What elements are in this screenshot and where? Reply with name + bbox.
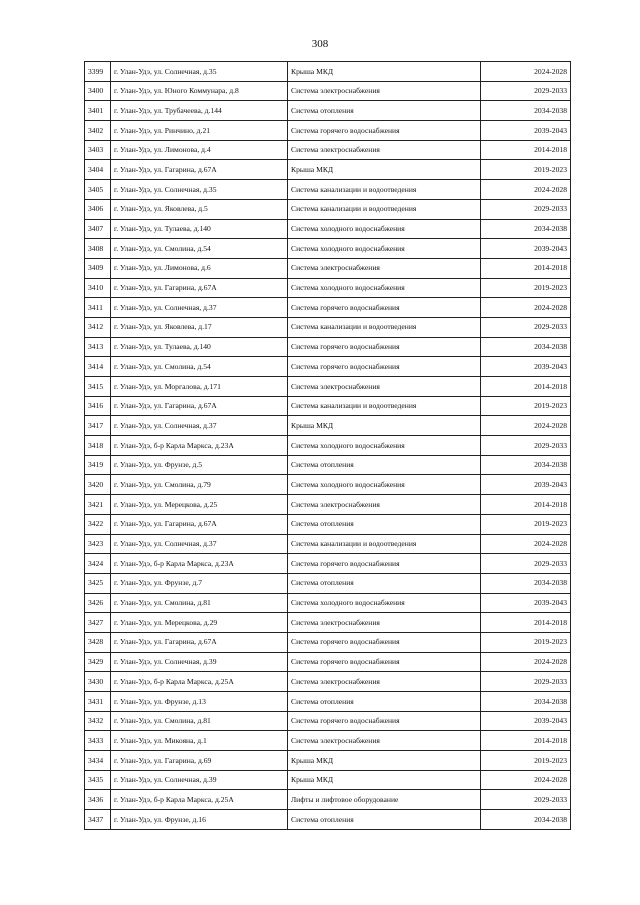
address-cell: г. Улан-Удэ, ул. Солнечная, д.39 [111, 652, 288, 672]
row-number-cell: 3416 [85, 396, 111, 416]
table-row [85, 101, 571, 121]
row-number-cell: 3404 [85, 160, 111, 180]
period-cell: 2014-2018 [481, 731, 571, 751]
work-type-cell: Система отопления [288, 101, 481, 121]
period-cell: 2034-2038 [481, 573, 571, 593]
page-number: 308 [311, 38, 329, 50]
period-cell: 2024-2028 [481, 298, 571, 318]
period-cell: 2039-2043 [481, 475, 571, 495]
period-cell: 2019-2023 [481, 278, 571, 298]
address-cell: г. Улан-Удэ, ул. Солнечная, д.37 [111, 416, 288, 436]
address-cell: г. Улан-Удэ, ул. Лимонова, д.4 [111, 140, 288, 160]
address-cell: г. Улан-Удэ, ул. Гагарина, д.67А [111, 396, 288, 416]
row-number-cell: 3426 [85, 593, 111, 613]
address-cell: г. Улан-Удэ, б-р Карла Маркса, д.23А [111, 554, 288, 574]
period-cell: 2029-2033 [481, 436, 571, 456]
period-cell: 2034-2038 [481, 101, 571, 121]
row-number-cell: 3425 [85, 573, 111, 593]
period-cell: 2014-2018 [481, 377, 571, 397]
row-number-cell: 3413 [85, 337, 111, 357]
table-row [85, 554, 571, 574]
table-row [85, 672, 571, 692]
period-cell: 2024-2028 [481, 534, 571, 554]
row-number-cell: 3431 [85, 692, 111, 712]
table-row [85, 436, 571, 456]
work-type-cell: Система горячего водоснабжения [288, 121, 481, 141]
row-number-cell: 3428 [85, 632, 111, 652]
work-type-cell: Система горячего водоснабжения [288, 632, 481, 652]
work-type-cell: Крыша МКД [288, 416, 481, 436]
period-cell: 2034-2038 [481, 455, 571, 475]
period-cell: 2039-2043 [481, 593, 571, 613]
work-type-cell: Система холодного водоснабжения [288, 593, 481, 613]
work-type-cell: Система канализации и водоотведения [288, 180, 481, 200]
address-cell: г. Улан-Удэ, ул. Смолина, д.79 [111, 475, 288, 495]
period-cell: 2024-2028 [481, 62, 571, 82]
table-row [85, 317, 571, 337]
work-type-cell: Система горячего водоснабжения [288, 554, 481, 574]
row-number-cell: 3408 [85, 239, 111, 259]
address-cell: г. Улан-Удэ, ул. Мерецкова, д.25 [111, 495, 288, 515]
period-cell: 2014-2018 [481, 613, 571, 633]
row-number-cell: 3412 [85, 317, 111, 337]
work-type-cell: Система холодного водоснабжения [288, 278, 481, 298]
row-number-cell: 3401 [85, 101, 111, 121]
address-cell: г. Улан-Удэ, ул. Гагарина, д.67А [111, 278, 288, 298]
table-row [85, 652, 571, 672]
table-row [85, 180, 571, 200]
row-number-cell: 3410 [85, 278, 111, 298]
address-cell: г. Улан-Удэ, ул. Микояна, д.1 [111, 731, 288, 751]
work-type-cell: Система электроснабжения [288, 672, 481, 692]
address-cell: г. Улан-Удэ, ул. Гагарина, д.69 [111, 751, 288, 771]
table-row [85, 475, 571, 495]
work-type-cell: Система электроснабжения [288, 81, 481, 101]
period-cell: 2029-2033 [481, 81, 571, 101]
period-cell: 2019-2023 [481, 396, 571, 416]
period-cell: 2014-2018 [481, 140, 571, 160]
period-cell: 2029-2033 [481, 672, 571, 692]
table-row [85, 455, 571, 475]
period-cell: 2024-2028 [481, 180, 571, 200]
row-number-cell: 3424 [85, 554, 111, 574]
table-row [85, 199, 571, 219]
row-number-cell: 3417 [85, 416, 111, 436]
table-body [85, 62, 571, 830]
work-type-cell: Система горячего водоснабжения [288, 711, 481, 731]
table-row [85, 377, 571, 397]
row-number-cell: 3418 [85, 436, 111, 456]
row-number-cell: 3419 [85, 455, 111, 475]
table-row [85, 514, 571, 534]
row-number-cell: 3415 [85, 377, 111, 397]
table-row [85, 810, 571, 830]
period-cell: 2029-2033 [481, 199, 571, 219]
address-cell: г. Улан-Удэ, ул. Фрунзе, д.13 [111, 692, 288, 712]
work-type-cell: Крыша МКД [288, 751, 481, 771]
work-type-cell: Система горячего водоснабжения [288, 652, 481, 672]
period-cell: 2019-2023 [481, 632, 571, 652]
work-type-cell: Система электроснабжения [288, 258, 481, 278]
period-cell: 2024-2028 [481, 770, 571, 790]
address-cell: г. Улан-Удэ, ул. Смолина, д.54 [111, 239, 288, 259]
row-number-cell: 3399 [85, 62, 111, 82]
row-number-cell: 3402 [85, 121, 111, 141]
table-row [85, 121, 571, 141]
period-cell: 2024-2028 [481, 416, 571, 436]
address-cell: г. Улан-Удэ, ул. Смолина, д.54 [111, 357, 288, 377]
period-cell: 2039-2043 [481, 357, 571, 377]
address-cell: г. Улан-Удэ, б-р Карла Маркса, д.25А [111, 790, 288, 810]
row-number-cell: 3421 [85, 495, 111, 515]
address-cell: г. Улан-Удэ, ул. Гагарина, д.67А [111, 632, 288, 652]
period-cell: 2019-2023 [481, 160, 571, 180]
table-row [85, 396, 571, 416]
address-cell: г. Улан-Удэ, ул. Гагарина, д.67А [111, 514, 288, 534]
table-row [85, 711, 571, 731]
repair-schedule-table [84, 61, 571, 830]
row-number-cell: 3407 [85, 219, 111, 239]
period-cell: 2014-2018 [481, 258, 571, 278]
table-row [85, 278, 571, 298]
row-number-cell: 3400 [85, 81, 111, 101]
work-type-cell: Система электроснабжения [288, 377, 481, 397]
period-cell: 2034-2038 [481, 692, 571, 712]
work-type-cell: Система отопления [288, 514, 481, 534]
work-type-cell: Система холодного водоснабжения [288, 475, 481, 495]
table-row [85, 219, 571, 239]
period-cell: 2019-2023 [481, 751, 571, 771]
address-cell: г. Улан-Удэ, ул. Фрунзе, д.5 [111, 455, 288, 475]
row-number-cell: 3435 [85, 770, 111, 790]
address-cell: г. Улан-Удэ, ул. Солнечная, д.35 [111, 62, 288, 82]
address-cell: г. Улан-Удэ, ул. Яковлева, д.17 [111, 317, 288, 337]
work-type-cell: Система электроснабжения [288, 495, 481, 515]
work-type-cell: Система холодного водоснабжения [288, 239, 481, 259]
work-type-cell: Система холодного водоснабжения [288, 436, 481, 456]
row-number-cell: 3437 [85, 810, 111, 830]
row-number-cell: 3406 [85, 199, 111, 219]
work-type-cell: Крыша МКД [288, 770, 481, 790]
table-row [85, 751, 571, 771]
row-number-cell: 3433 [85, 731, 111, 751]
table-row [85, 357, 571, 377]
address-cell: г. Улан-Удэ, ул. Солнечная, д.37 [111, 534, 288, 554]
table-row [85, 573, 571, 593]
table-row [85, 239, 571, 259]
table-row [85, 770, 571, 790]
row-number-cell: 3409 [85, 258, 111, 278]
address-cell: г. Улан-Удэ, ул. Трубачеева, д.144 [111, 101, 288, 121]
row-number-cell: 3429 [85, 652, 111, 672]
address-cell: г. Улан-Удэ, ул. Яковлева, д.5 [111, 199, 288, 219]
address-cell: г. Улан-Удэ, ул. Солнечная, д.39 [111, 770, 288, 790]
address-cell: г. Улан-Удэ, ул. Смолина, д.81 [111, 711, 288, 731]
work-type-cell: Система канализации и водоотведения [288, 534, 481, 554]
table-row [85, 731, 571, 751]
table-row [85, 534, 571, 554]
table-row [85, 692, 571, 712]
work-type-cell: Система отопления [288, 810, 481, 830]
row-number-cell: 3432 [85, 711, 111, 731]
table-row [85, 81, 571, 101]
table-row [85, 495, 571, 515]
row-number-cell: 3411 [85, 298, 111, 318]
work-type-cell: Система электроснабжения [288, 731, 481, 751]
row-number-cell: 3436 [85, 790, 111, 810]
period-cell: 2029-2033 [481, 554, 571, 574]
work-type-cell: Система горячего водоснабжения [288, 337, 481, 357]
row-number-cell: 3430 [85, 672, 111, 692]
period-cell: 2034-2038 [481, 337, 571, 357]
row-number-cell: 3427 [85, 613, 111, 633]
address-cell: г. Улан-Удэ, ул. Ринчино, д.21 [111, 121, 288, 141]
table-row [85, 632, 571, 652]
period-cell: 2029-2033 [481, 790, 571, 810]
table-row [85, 160, 571, 180]
work-type-cell: Система горячего водоснабжения [288, 298, 481, 318]
address-cell: г. Улан-Удэ, ул. Тулаева, д.140 [111, 337, 288, 357]
work-type-cell: Система электроснабжения [288, 140, 481, 160]
period-cell: 2024-2028 [481, 652, 571, 672]
work-type-cell: Система электроснабжения [288, 613, 481, 633]
table-row [85, 790, 571, 810]
table-row [85, 258, 571, 278]
work-type-cell: Лифты и лифтовое оборудование [288, 790, 481, 810]
row-number-cell: 3405 [85, 180, 111, 200]
table-row [85, 593, 571, 613]
row-number-cell: 3420 [85, 475, 111, 495]
address-cell: г. Улан-Удэ, ул. Тулаева, д.140 [111, 219, 288, 239]
work-type-cell: Система канализации и водоотведения [288, 317, 481, 337]
table-row [85, 416, 571, 436]
work-type-cell: Система канализации и водоотведения [288, 199, 481, 219]
work-type-cell: Система отопления [288, 573, 481, 593]
address-cell: г. Улан-Удэ, ул. Гагарина, д.67А [111, 160, 288, 180]
period-cell: 2039-2043 [481, 121, 571, 141]
work-type-cell: Система холодного водоснабжения [288, 219, 481, 239]
address-cell: г. Улан-Удэ, ул. Лимонова, д.6 [111, 258, 288, 278]
address-cell: г. Улан-Удэ, ул. Фрунзе, д.16 [111, 810, 288, 830]
address-cell: г. Улан-Удэ, б-р Карла Маркса, д.25А [111, 672, 288, 692]
period-cell: 2034-2038 [481, 219, 571, 239]
table-row [85, 337, 571, 357]
address-cell: г. Улан-Удэ, ул. Смолина, д.81 [111, 593, 288, 613]
period-cell: 2039-2043 [481, 239, 571, 259]
address-cell: г. Улан-Удэ, ул. Солнечная, д.35 [111, 180, 288, 200]
row-number-cell: 3403 [85, 140, 111, 160]
period-cell: 2014-2018 [481, 495, 571, 515]
address-cell: г. Улан-Удэ, ул. Фрунзе, д.7 [111, 573, 288, 593]
address-cell: г. Улан-Удэ, ул. Юного Коммунара, д.8 [111, 81, 288, 101]
row-number-cell: 3434 [85, 751, 111, 771]
address-cell: г. Улан-Удэ, б-р Карла Маркса, д.23А [111, 436, 288, 456]
work-type-cell: Система канализации и водоотведения [288, 396, 481, 416]
address-cell: г. Улан-Удэ, ул. Мерецкова, д.29 [111, 613, 288, 633]
period-cell: 2019-2023 [481, 514, 571, 534]
table-row [85, 613, 571, 633]
period-cell: 2029-2033 [481, 317, 571, 337]
row-number-cell: 3422 [85, 514, 111, 534]
address-cell: г. Улан-Удэ, ул. Моргалова, д.171 [111, 377, 288, 397]
period-cell: 2034-2038 [481, 810, 571, 830]
period-cell: 2039-2043 [481, 711, 571, 731]
work-type-cell: Крыша МКД [288, 160, 481, 180]
row-number-cell: 3414 [85, 357, 111, 377]
work-type-cell: Система отопления [288, 692, 481, 712]
table-row [85, 140, 571, 160]
work-type-cell: Система горячего водоснабжения [288, 357, 481, 377]
work-type-cell: Крыша МКД [288, 62, 481, 82]
table-row [85, 298, 571, 318]
row-number-cell: 3423 [85, 534, 111, 554]
address-cell: г. Улан-Удэ, ул. Солнечная, д.37 [111, 298, 288, 318]
table-row [85, 62, 571, 82]
work-type-cell: Система отопления [288, 455, 481, 475]
